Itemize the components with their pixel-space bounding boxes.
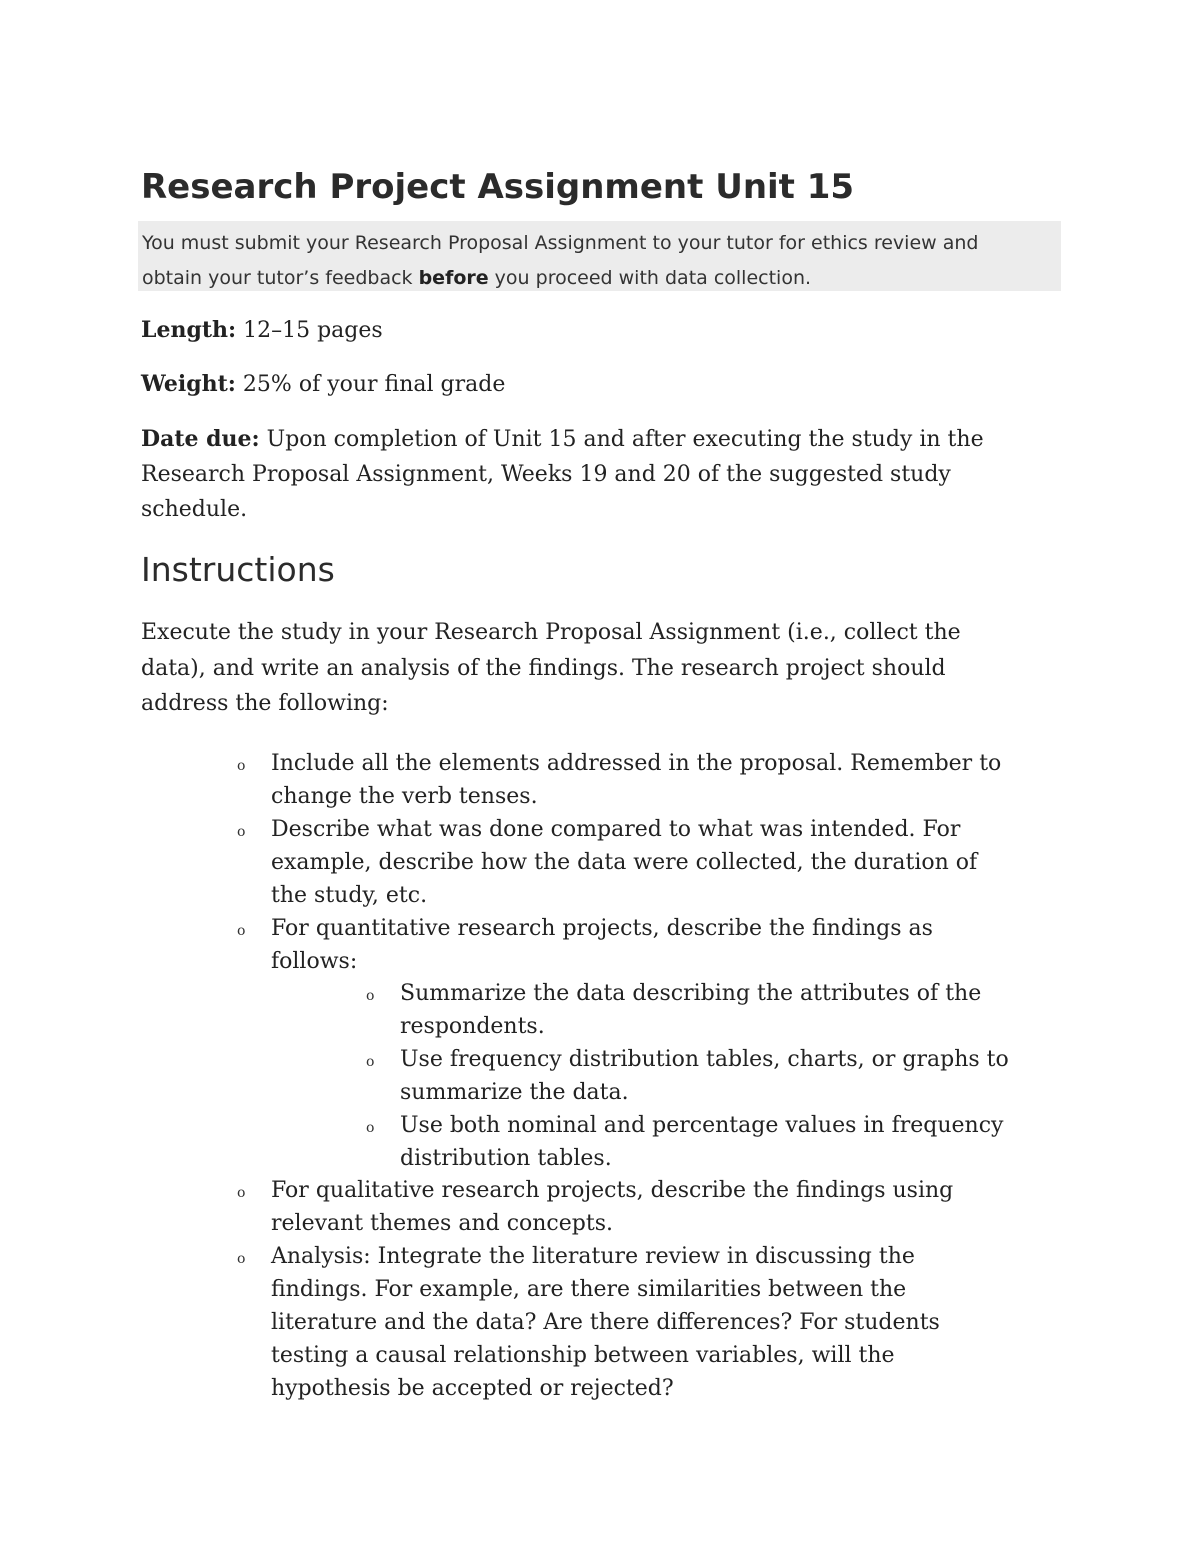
list-item: Describe what was done compared to what was intended. For example, describe how the data were collected, the duration of the study, etc.	[271, 817, 978, 908]
date-due-value-line-3: schedule.	[141, 497, 248, 522]
date-due-label: Date due:	[141, 426, 260, 452]
bullet-icon: o	[366, 1120, 375, 1136]
weight-value: 25% of your final grade	[235, 372, 506, 397]
notice-line-2: obtain your tutor’s feedback before you proceed with data collection.	[142, 267, 812, 289]
list-item: Use both nominal and percentage values in frequency distribution tables.	[400, 1113, 1004, 1171]
bullet-icon: o	[237, 758, 246, 774]
instructions-heading: Instructions	[141, 550, 335, 589]
length-label: Length:	[141, 317, 237, 343]
bullet-icon: o	[237, 923, 246, 939]
length-field	[141, 313, 383, 348]
weight-field	[141, 367, 505, 402]
list-item: For qualitative research projects, describe the findings using relevant themes and concepts.	[271, 1178, 954, 1236]
list-item: For quantitative research projects, describe the findings as follows:	[271, 916, 933, 974]
list-item: Summarize the data describing the attributes of the respondents.	[400, 981, 982, 1039]
notice-emphasis: before	[418, 267, 489, 289]
notice-line-1: You must submit your Research Proposal Assignment to your tutor for ethics review and	[142, 232, 979, 254]
list-item: Include all the elements addressed in the proposal. Remember to change the verb tenses.	[271, 751, 1002, 809]
bullet-icon: o	[237, 1251, 246, 1267]
length-value: 12–15 pages	[236, 318, 383, 343]
ethics-review-notice	[138, 221, 1061, 291]
list-item: Use frequency distribution tables, charts, or graphs to summarize the data.	[400, 1047, 1009, 1105]
bullet-icon: o	[366, 1054, 375, 1070]
date-due-value-line-1: Upon completion of Unit 15 and after executing the study in the	[259, 427, 984, 452]
page-title: Research Project Assignment Unit 15	[141, 167, 855, 207]
weight-label: Weight:	[141, 371, 236, 397]
bullet-icon: o	[237, 824, 246, 840]
instructions-intro: Execute the study in your Research Proposal Assignment (i.e., collect the data), and write an analysis of the findings. The research project should address the following:	[141, 620, 961, 716]
date-due-value-line-2: Research Proposal Assignment, Weeks 19 and 20 of the suggested study	[141, 462, 951, 487]
list-item: Analysis: Integrate the literature review in discussing the findings. For example, are there similarities between the literature and the data? Are there differences? For students testing a causal relationship between variables, will the hypothesis be accepted or rejected?	[271, 1244, 940, 1401]
bullet-icon: o	[237, 1185, 246, 1201]
bullet-icon: o	[366, 988, 375, 1004]
date-due-field	[141, 422, 984, 527]
